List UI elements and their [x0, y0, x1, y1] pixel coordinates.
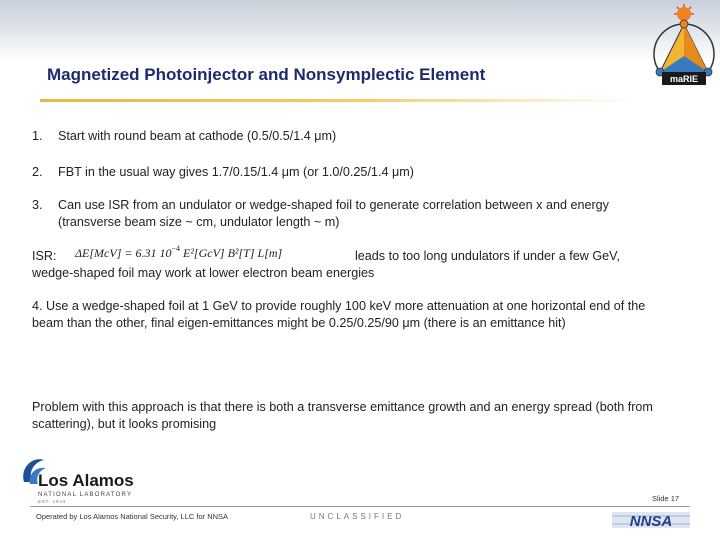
isr-rest-line1: leads to too long undulators if under a few GeV,: [355, 249, 620, 263]
slide-title: Magnetized Photoinjector and Nonsymplectic Element: [47, 65, 486, 84]
nnsa-logo: [612, 510, 690, 530]
list-text: Can use ISR from an undulator or wedge-shaped foil to generate correlation between x and energy (transverse beam size ~ cm, undulator length ~ m): [58, 198, 609, 229]
la-line3: EST. 1943: [38, 499, 66, 504]
nnsa-text: NNSA: [629, 513, 673, 530]
isr-label: ISR:: [32, 249, 57, 263]
logo-text: maRIE: [669, 74, 699, 84]
footer-operated-by: Operated by Los Alamos National Security, LLC for NNSA: [36, 512, 229, 521]
la-line1: Los Alamos: [38, 471, 134, 490]
la-line2: NATIONAL LABORATORY: [38, 492, 133, 498]
list-text: Start with round beam at cathode (0.5/0.5/1.4 μm): [58, 129, 337, 143]
classification-label: UNCLASSIFIED: [310, 512, 405, 521]
slide-number: Slide 17: [652, 494, 680, 503]
los-alamos-logo: [18, 454, 138, 504]
formula-tail: E²[GcV] B²[T] L[m]: [182, 246, 283, 260]
problem-paragraph: Problem with this approach is that there is both a transverse emittance growth and an energy spread (both from scattering), but it looks promising: [32, 400, 653, 431]
list-text: FBT in the usual way gives 1.7/0.15/1.4 μm (or 1.0/0.25/1.4 μm): [58, 165, 414, 179]
list-number: 3.: [32, 198, 43, 212]
paragraph-4: 4. Use a wedge-shaped foil at 1 GeV to provide roughly 100 keV more attenuation at one horizontal end of the beam than the other, final eigen-emittances might be 0.25/0.25/90 μm (there is an emittance hit): [32, 299, 646, 330]
formula-main: ΔE[McV] = 6.31 10: [75, 246, 172, 260]
formula-exponent: −4: [171, 244, 180, 253]
header-band: [0, 0, 720, 62]
list-number: 2.: [32, 165, 43, 179]
list-number: 1.: [32, 129, 43, 143]
isr-formula: [75, 244, 375, 266]
title-underline: [40, 99, 640, 102]
isr-rest-line2: wedge-shaped foil may work at lower electron beam energies: [32, 266, 375, 280]
marie-logo: [648, 4, 720, 100]
footer-divider: [30, 506, 690, 507]
